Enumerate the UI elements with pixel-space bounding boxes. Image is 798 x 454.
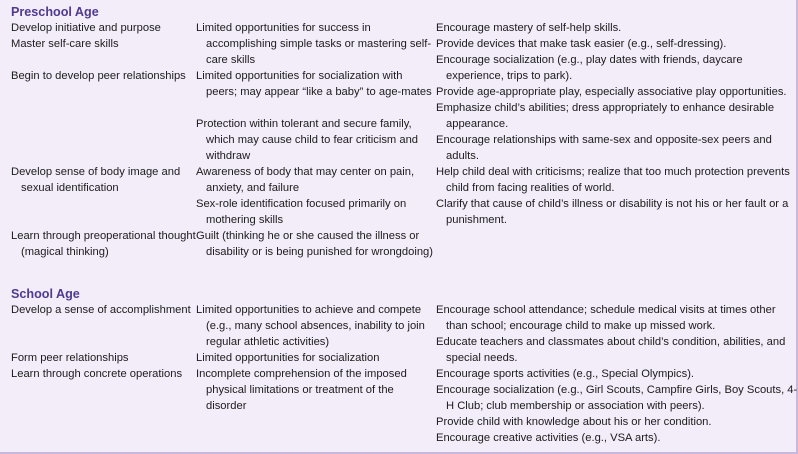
school-intervention: Encourage school attendance; schedule medical visits at times other than school; encourage child to make up missed work. (436, 304, 776, 332)
preschool-intervention: Provide age-appropriate play, especially associative play opportunities. (436, 86, 787, 98)
preschool-concern: Guilt (thinking he or she caused the illness or disability or is being punished for wrongdoing) (196, 230, 433, 258)
preschool-task: Develop sense of body image and sexual identification (11, 166, 181, 194)
school-intervention: Encourage creative activities (e.g., VSA arts). (436, 432, 661, 444)
preschool-intervention: Clarify that cause of child’s illness or disability is not his or her fault or a punishment. (436, 198, 789, 226)
preschool-intervention: Provide devices that make task easier (e.g., self-dressing). (436, 38, 727, 50)
preschool-task: Begin to develop peer relationships (11, 70, 186, 82)
preschool-concern: Limited opportunities for socialization with peers; may appear “like a baby” to age-mates (196, 70, 432, 98)
preschool-concern: Sex-role identification focused primarily on mothering skills (196, 198, 407, 226)
school-intervention: Encourage sports activities (e.g., Special Olympics). (436, 368, 695, 380)
school-concern: Incomplete comprehension of the imposed physical limitations or treatment of the disorder (196, 368, 407, 412)
preschool-concern: Limited opportunities for success in accomplishing simple tasks or mastering self-care skills (196, 22, 432, 66)
preschool-intervention: Encourage mastery of self-help skills. (436, 22, 622, 34)
preschool-concern: Protection within tolerant and secure family, which may cause child to fear criticism and withdraw (196, 118, 419, 162)
school-concern: Limited opportunities for socialization (196, 352, 380, 364)
school-intervention: Encourage socialization (e.g., Girl Scouts, Campfire Girls, Boy Scouts, 4-H Club; club membership or association with peers). (436, 384, 798, 412)
school-concern: Limited opportunities to achieve and compete (e.g., many school absences, inability to join regular athletic activities) (196, 304, 425, 348)
preschool-task: Master self-care skills (11, 38, 119, 50)
preschool-concern: Awareness of body that may center on pain, anxiety, and failure (196, 166, 415, 194)
preschool-intervention: Emphasize child’s abilities; dress appropriately to enhance desirable appearance. (436, 102, 775, 130)
school-intervention: Educate teachers and classmates about child’s condition, abilities, and special needs. (436, 336, 786, 364)
preschool-task: Develop initiative and purpose (11, 22, 161, 34)
preschool-intervention: Encourage relationships with same-sex and opposite-sex peers and adults. (436, 134, 772, 162)
preschool-intervention: Encourage socialization (e.g., play dates with friends, daycare experience, trips to park). (436, 54, 743, 82)
school-heading: School Age (11, 287, 80, 301)
preschool-intervention: Help child deal with criticisms; realize that too much protection prevents child from facing realities of world. (436, 166, 790, 194)
school-intervention: Provide child with knowledge about his or her condition. (436, 416, 712, 428)
school-task: Learn through concrete operations (11, 368, 183, 380)
school-task: Form peer relationships (11, 352, 129, 364)
school-task: Develop a sense of accomplishment (11, 304, 191, 316)
preschool-heading: Preschool Age (11, 5, 99, 19)
preschool-task: Learn through preoperational thought (magical thinking) (11, 230, 196, 258)
